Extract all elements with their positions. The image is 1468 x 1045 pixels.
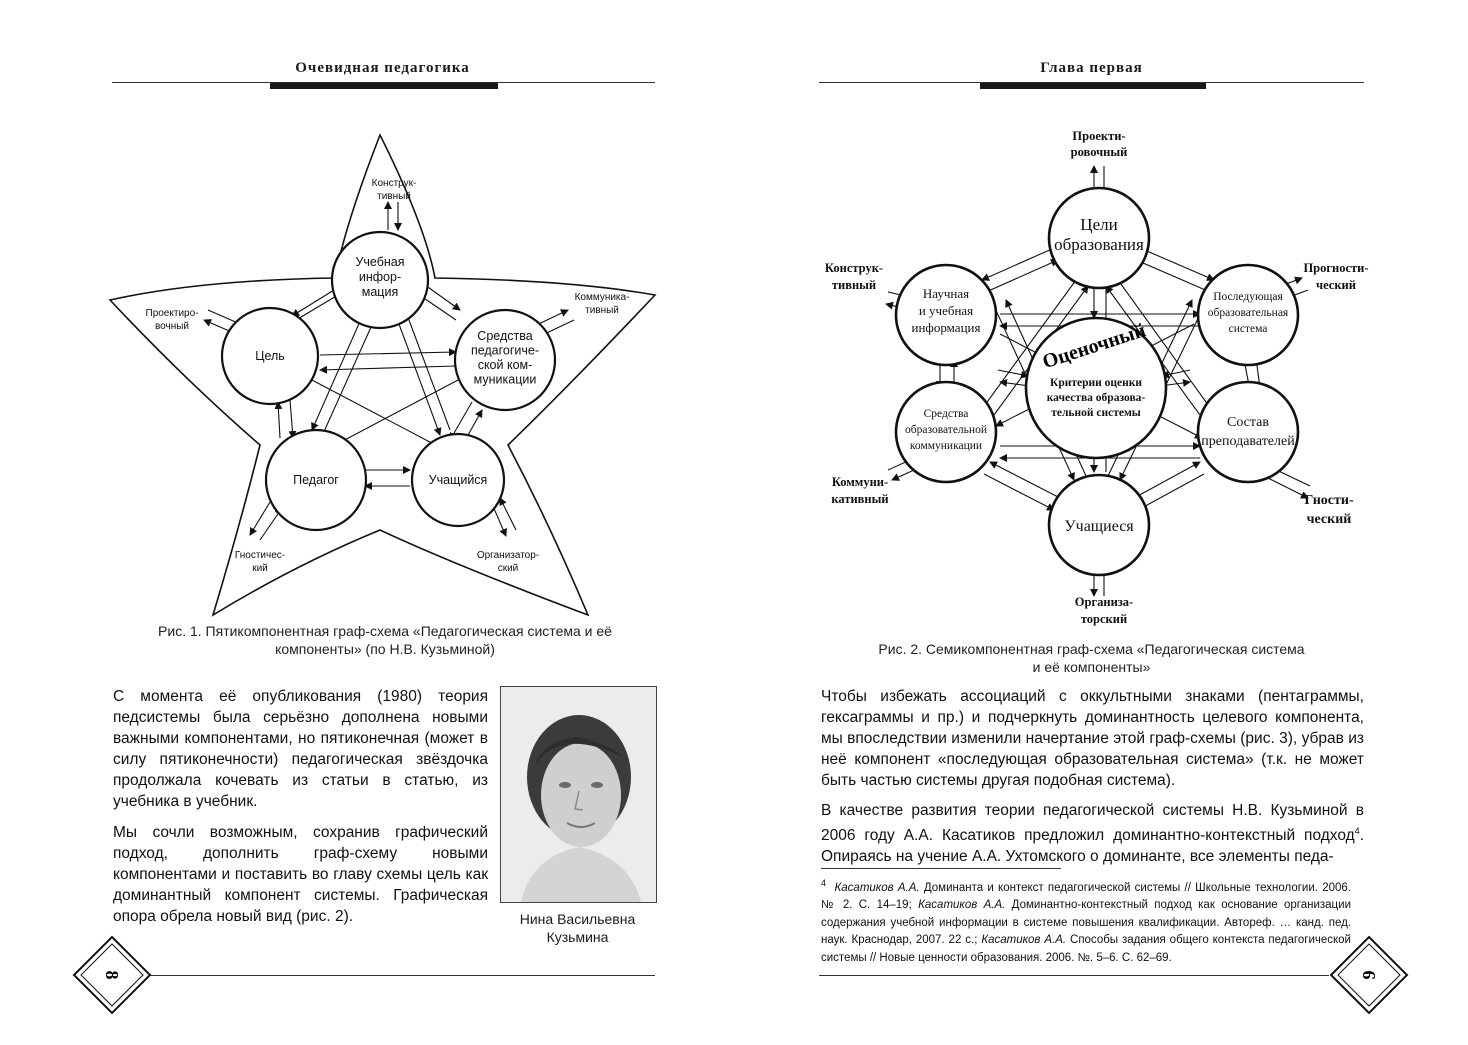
footnote-4 (821, 875, 1351, 967)
footnote-author-1: Касатиков А.А. (834, 881, 920, 894)
footnote-number: 4 (821, 878, 827, 888)
node-label-student: Учащийся (428, 473, 488, 487)
function-label-design: Проектиро-вочный (145, 308, 199, 332)
node-label-teacher: Педагог (293, 473, 339, 487)
hexagram-diagram (814, 120, 1374, 640)
footnote-author-2: Касатиков А.А. (918, 899, 1006, 912)
node-label-goals: Цели образования (1054, 215, 1144, 254)
left-paragraph-1: С момента её опубликования (1980) теория педсистемы была серьёзно дополнена новыми важными компонентами, но пятиконечная (может в силу пятиконечности) педагогическая звёздочка продолжала кочевать из статьи в статью, из учебника в учебник. (113, 688, 488, 810)
function-label-organizational: Организатор-ский (476, 550, 540, 574)
footnote-text-2: Доминантно-контекстный подход как основание организации содержания учебной информации в системе повышения квалификации. Автореф. … канд. пед. наук. Краснодар, 2007. 22 с.; (821, 899, 1351, 947)
page-number-badge-left (72, 935, 152, 1015)
node-circle-faculty (1198, 382, 1298, 482)
function-label-constructive-2: Конструк-тивный (824, 261, 884, 292)
center-title: Оценочный (1039, 319, 1149, 374)
node-label-faculty: Состав преподавателей (1201, 415, 1295, 449)
function-label-communicative-2: Коммуни-кативный (831, 475, 889, 506)
node-label-goal: Цель (255, 349, 285, 363)
function-label-gnostic-2: Гности-ческий (1304, 493, 1354, 527)
figure-1-caption-line2: компоненты» (по Н.В. Кузьминой) (275, 641, 495, 657)
footer-rule-left (150, 975, 655, 976)
function-label-constructive: Конструк-тивный (371, 178, 417, 202)
function-label-design-2: Проекти-ровочный (1070, 129, 1128, 159)
running-head-right: Глава первая (1040, 60, 1143, 76)
footnote-reference: 4 (1354, 826, 1360, 836)
center-criteria-label: Критерии оценки качества образова-тельной системы (1046, 377, 1146, 419)
page-number-badge-right (1329, 935, 1409, 1015)
portrait-photo (500, 686, 657, 903)
figure-2-caption (819, 640, 1364, 676)
page-number-left: 8 (102, 970, 122, 980)
footnote-rule (821, 868, 1061, 869)
node-label-subsequent-system: Последующая образовательная система (1207, 291, 1289, 335)
footer-rule-right (819, 975, 1329, 976)
node-label-scientific-info: Научная и учебная информация (911, 286, 981, 335)
running-head-left: Очевидная педагогика (295, 60, 470, 76)
function-label-communicative: Коммуника-тивный (574, 292, 630, 316)
header-bar-right (980, 83, 1206, 89)
function-label-gnostic: Гностичес-кий (234, 550, 286, 574)
pentagram-diagram (100, 130, 670, 620)
footnote-text-3: Способы задания общего контекста педагогической системы // Новые ценности образования. 2006. №. 5–6. С. 62–69. (821, 934, 1351, 964)
right-paragraph-2-tail: . Опираясь на учение А.А. Ухтомского о доминанте, все элементы педа- (821, 827, 1364, 866)
footnote-author-3: Касатиков А.А. (981, 934, 1067, 947)
header-bar-left (270, 83, 498, 89)
figure-1-caption-line1: Рис. 1. Пятикомпонентная граф-схема «Педагогическая система и её (158, 623, 612, 639)
left-paragraph-2: Мы сочли возможным, сохранив графический подход, дополнить граф-схему новыми компонентами и поставить во главу схемы цель как доминантный компонент системы. Графическая опора обрела новый вид (рис. 2). (113, 824, 488, 925)
portrait-caption-line2: Кузьмина (546, 929, 609, 945)
figure-1 (100, 130, 670, 620)
function-label-organizational-2: Организа-торский (1074, 595, 1134, 626)
footnote-text-1: Доминанта и контекст педагогической системы // Школьные технологии. 2006. № 2. С. 14–19; (821, 881, 1351, 912)
node-label-communication: Средства педагогиче-ской ком-муникации (470, 329, 540, 387)
figure-2-caption-line1: Рис. 2. Семикомпонентная граф-схема «Педагогическая система (878, 641, 1305, 657)
right-paragraph-2 (821, 800, 1364, 867)
right-paragraph-1: Чтобы избежать ассоциаций с оккультными знаками (пентаграммы, гексаграммы и пр.) и подчеркнуть доминантность целевого компонента, мы впоследствии изменили начертание этой граф-схемы (рис. 3), убрав из неё компонент «последующая образовательная система» (т.к. не может быть частью системы другая подобная система). (821, 688, 1364, 789)
function-label-prognostic: Прогности-ческий (1303, 261, 1369, 292)
figure-1-caption (130, 622, 640, 658)
node-label-means-of-communication: Средства образовательной коммуникации (905, 408, 987, 452)
node-label-info: Учебная инфор-мация (355, 255, 405, 299)
portrait-illustration (501, 687, 656, 902)
star-outline (110, 135, 655, 615)
page-number-right: 9 (1359, 970, 1379, 980)
right-paragraph-2-main: В качестве развития теории педагогической системы Н.В. Кузьминой в 2006 году А.А. Касатиков предложил доминантно-контекстный подход (821, 802, 1364, 845)
figure-2 (814, 120, 1374, 640)
figure-2-caption-line2: и её компоненты» (1032, 659, 1151, 675)
node-label-students: Учащиеся (1064, 518, 1134, 535)
right-page (734, 0, 1468, 1045)
portrait-caption-line1: Нина Васильевна (519, 911, 636, 927)
portrait-caption (495, 910, 660, 946)
